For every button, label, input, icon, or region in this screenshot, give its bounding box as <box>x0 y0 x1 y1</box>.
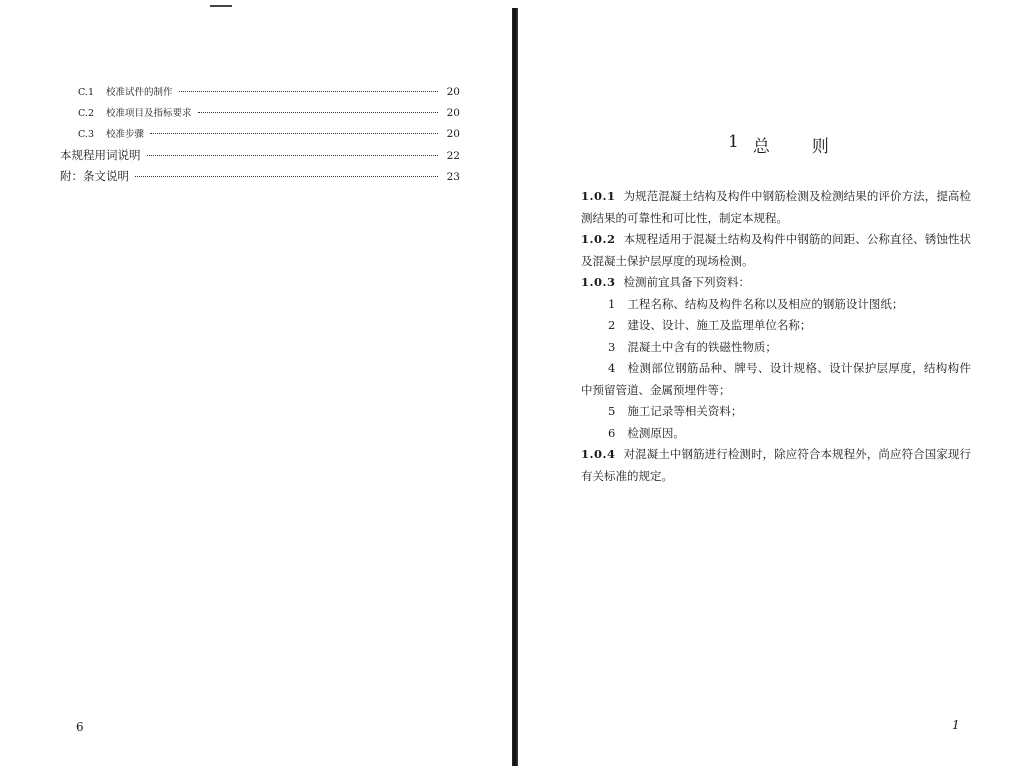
clause-text: 对混凝土中钢筋进行检测时，除应符合本规程外，尚应符合国家现行有关标准的规定。 <box>581 447 971 483</box>
right-page-number: 1 <box>952 718 960 732</box>
clause-number: 1.0.2 <box>581 232 616 246</box>
toc-entry-title: 校准项目及指标要求 <box>106 108 192 119</box>
list-item <box>581 315 971 337</box>
list-item-number: 4 <box>608 361 616 375</box>
list-item <box>581 358 971 401</box>
clause-1-0-2 <box>581 229 971 272</box>
toc-leader <box>147 155 439 156</box>
list-item-text: 检测原因。 <box>627 425 685 440</box>
chapter-number: 1 <box>728 132 739 152</box>
toc-entry-c3[interactable] <box>60 126 460 147</box>
toc-entry-title: 校准试件的制作 <box>106 87 173 98</box>
list-item <box>581 423 971 445</box>
list-item <box>581 337 971 359</box>
book-gutter <box>512 8 518 766</box>
list-item-number: 1 <box>608 296 616 311</box>
chapter-body <box>581 186 971 487</box>
clause-number: 1.0.4 <box>581 447 616 461</box>
clause-1-0-4 <box>581 444 971 487</box>
chapter-heading <box>728 132 829 157</box>
toc-entry-page: 20 <box>446 128 460 140</box>
toc-entry-number: C.1 <box>78 87 94 98</box>
toc-entry-number: C.3 <box>78 129 94 140</box>
list-item-text: 混凝土中含有的铁磁性物质； <box>627 339 777 354</box>
toc-entry-title: 校准步骤 <box>106 129 145 140</box>
toc-leader <box>198 112 438 113</box>
toc-entry-page: 23 <box>446 171 460 183</box>
toc-entry-page: 20 <box>446 107 460 119</box>
clause-text: 本规程适用于混凝土结构及构件中钢筋的间距、公称直径、锈蚀性状及混凝土保护层厚度的现场检测。 <box>581 232 971 268</box>
chapter-title-part1: 总 <box>752 137 770 157</box>
chapter-title-part2: 则 <box>811 137 829 157</box>
table-of-contents <box>60 84 460 189</box>
list-item <box>581 294 971 316</box>
right-page <box>520 0 1024 773</box>
list-item <box>581 401 971 423</box>
list-item-text: 建设、设计、施工及监理单位名称； <box>627 318 812 332</box>
left-page-number: 6 <box>76 720 84 734</box>
toc-entry-number: C.2 <box>78 108 94 119</box>
clause-number: 1.0.3 <box>581 275 616 289</box>
toc-entry-page: 20 <box>446 86 460 98</box>
list-item-number: 2 <box>608 318 616 332</box>
toc-leader <box>150 133 438 134</box>
clause-1-0-3 <box>581 272 971 294</box>
toc-entry-c1[interactable] <box>60 84 460 105</box>
list-item-number: 3 <box>608 339 616 354</box>
toc-leader <box>135 176 438 177</box>
clause-number: 1.0.1 <box>581 189 616 203</box>
toc-entry-title: 本规程用词说明 <box>60 148 141 162</box>
list-item-number: 5 <box>608 404 616 418</box>
clause-1-0-1 <box>581 186 971 229</box>
clause-text: 检测前宜具备下列资料： <box>623 275 751 289</box>
list-item-text: 施工记录等相关资料； <box>627 404 743 418</box>
toc-entry-page: 22 <box>446 150 460 162</box>
toc-leader <box>179 91 438 92</box>
toc-entry-title: 附：条文说明 <box>60 169 129 183</box>
list-item-text: 检测部位钢筋品种、牌号、设计规格、设计保护层厚度，结构构件中预留管道、金属预埋件等； <box>581 361 971 397</box>
toc-entry-appendix[interactable] <box>60 168 460 189</box>
toc-entry-terms[interactable] <box>60 147 460 168</box>
list-item-text: 工程名称、结构及构件名称以及相应的钢筋设计图纸； <box>627 296 904 311</box>
clause-text: 为规范混凝土结构及构件中钢筋检测及检测结果的评价方法，提高检测结果的可靠性和可比性，制定本规程。 <box>581 189 971 225</box>
list-item-number: 6 <box>608 425 616 440</box>
top-rule <box>210 5 232 7</box>
toc-entry-c2[interactable] <box>60 105 460 126</box>
